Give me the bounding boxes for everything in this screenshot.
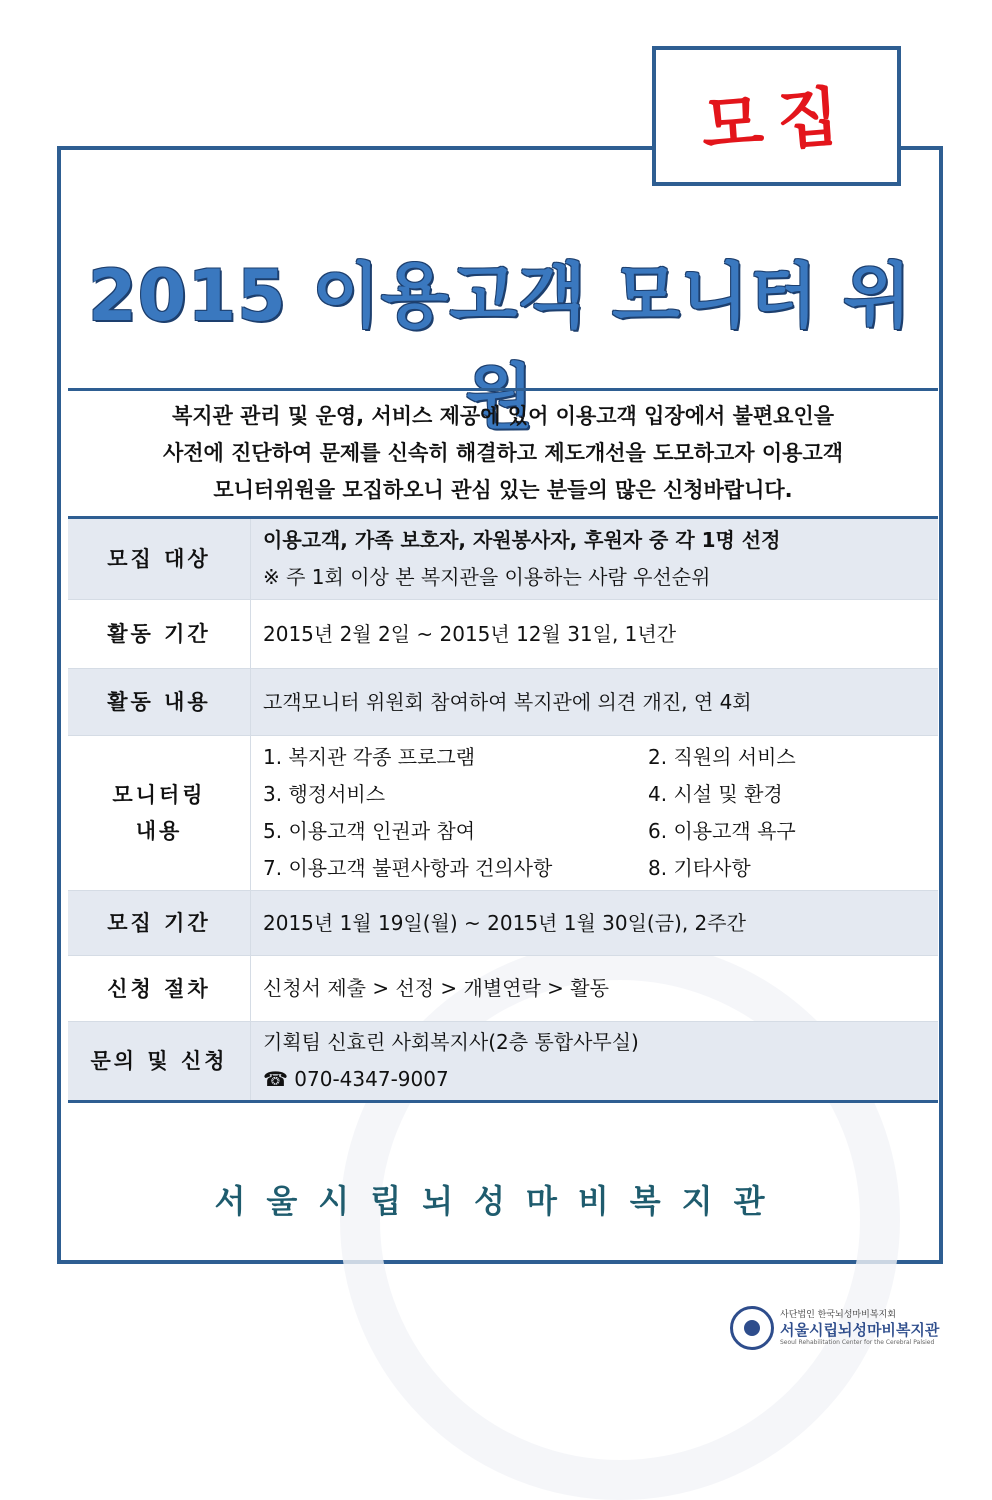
row-content	[68, 669, 938, 736]
label-line: 모니터링	[112, 783, 206, 807]
row-period	[68, 600, 938, 669]
monitoring-items	[263, 739, 937, 887]
row-label: 모집 대상	[68, 518, 251, 600]
target-note: ※ 주 1회 이상 본 복지관을 이용하는 사람 우선순위	[263, 565, 711, 589]
list-item: 5. 이용고객 인권과 참여	[263, 819, 476, 843]
row-recruit-period	[68, 891, 938, 956]
list-item: 7. 이용고객 불편사항과 건의사항	[263, 856, 553, 880]
row-value: 2015년 2월 2일 ~ 2015년 12월 31일, 1년간	[263, 621, 677, 646]
contact-phone	[263, 1061, 937, 1098]
poster-title: 2015 이용고객 모니터 위원	[88, 255, 912, 438]
row-procedure	[68, 956, 938, 1022]
list-item: 6. 이용고객 욕구	[648, 819, 796, 843]
seal-icon	[730, 1306, 774, 1350]
row-value	[251, 1022, 939, 1102]
list-item: 8. 기타사항	[648, 856, 751, 880]
row-label: 활동 내용	[68, 669, 251, 736]
intro-line: 모니터위원을 모집하오니 관심 있는 분들의 많은 신청바랍니다.	[213, 478, 793, 502]
row-value: 신청서 제출 > 선정 > 개별연락 > 활동	[263, 976, 609, 1000]
row-value	[251, 518, 939, 600]
recruit-badge	[652, 46, 901, 186]
logo-english-name: Seoul Rehabilitation Center for the Cerebral Palsied	[780, 1338, 935, 1346]
intro-text	[68, 388, 938, 516]
list-item: 3. 행정서비스	[263, 782, 386, 806]
row-label: 문의 및 신청	[68, 1022, 251, 1102]
list-item: 2. 직원의 서비스	[648, 745, 796, 769]
logo-org-name: 서울시립뇌성마비복지관	[780, 1320, 940, 1339]
list-item: 1. 복지관 각종 프로그램	[263, 745, 476, 769]
target-main: 이용고객, 가족 보호자, 자원봉사자, 후원자 중 각 1명 선정	[263, 528, 781, 552]
organization-name: 서울시립뇌성마비복지관	[214, 1182, 786, 1220]
row-monitoring	[68, 736, 938, 891]
row-target	[68, 518, 938, 600]
info-table	[68, 516, 938, 1103]
intro-line: 사전에 진단하여 문제를 신속히 해결하고 제도개선을 도모하고자 이용고객	[162, 441, 844, 465]
logo-parent-org: 사단법인 한국뇌성마비복지회	[780, 1309, 896, 1320]
row-label	[68, 736, 251, 891]
phone-number: 070-4347-9007	[294, 1067, 449, 1091]
contact-line: 기획팀 신효린 사회복지사(2층 통합사무실)	[263, 1030, 639, 1054]
row-value	[251, 736, 939, 891]
row-label: 모집 기간	[68, 891, 251, 956]
list-item: 4. 시설 및 환경	[648, 782, 783, 806]
row-label: 신청 절차	[68, 956, 251, 1022]
phone-icon: ☎	[263, 1067, 288, 1091]
row-value: 2015년 1월 19일(월) ~ 2015년 1월 30일(금), 2주간	[251, 891, 939, 956]
label-line: 내용	[135, 819, 183, 843]
row-label: 활동 기간	[68, 600, 251, 669]
row-value: 고객모니터 위원회 참여하여 복지관에 의견 개진, 연 4회	[251, 669, 939, 736]
org-logo	[730, 1306, 939, 1350]
row-contact	[68, 1022, 938, 1102]
intro-line: 복지관 관리 및 운영, 서비스 제공에 있어 이용고객 입장에서 불편요인을	[171, 404, 835, 428]
badge-text: 모집	[698, 79, 856, 165]
